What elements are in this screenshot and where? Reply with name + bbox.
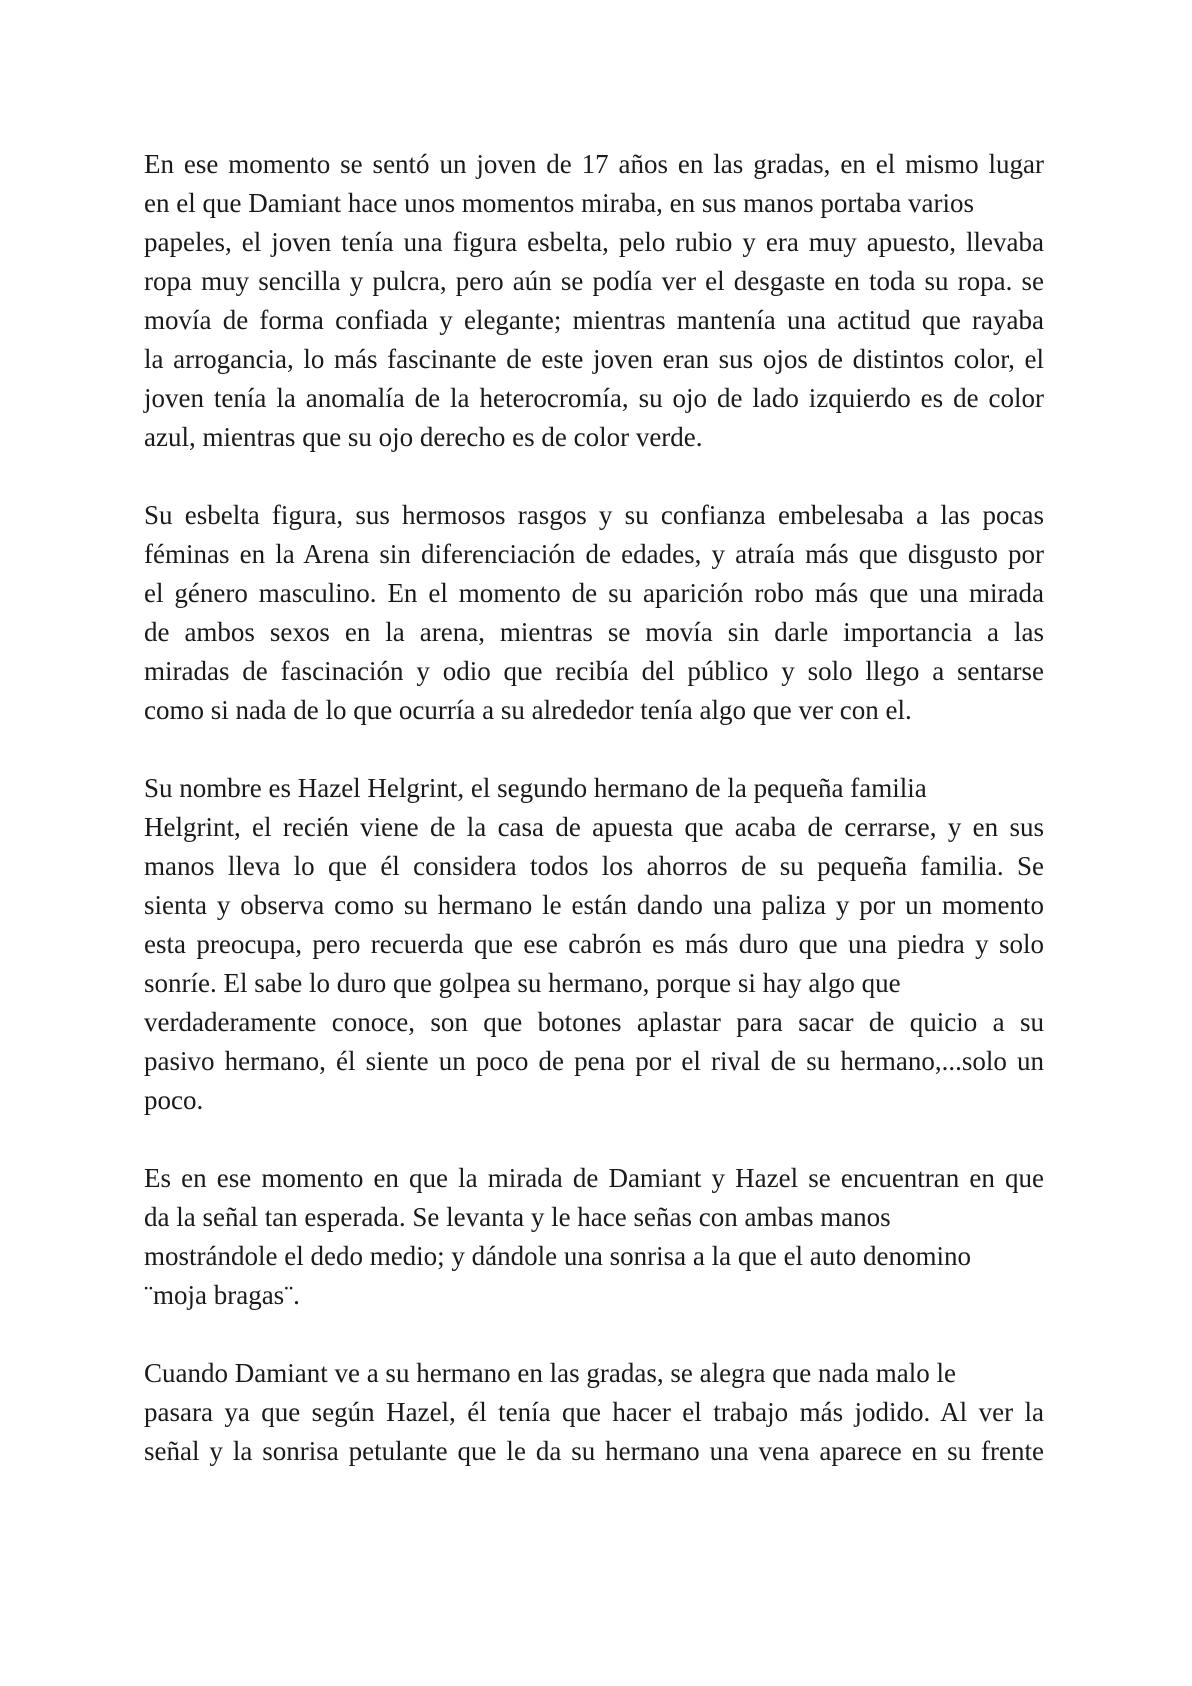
text-line: ¨moja bragas¨. — [144, 1280, 300, 1310]
text-line: movía de forma confiada y elegante; mientras mantenía una actitud que rayaba — [144, 305, 1044, 335]
text-line: verdaderamente conoce, son que botones aplastar para sacar de quicio a su — [144, 1007, 1044, 1037]
text-line: da la señal tan esperada. Se levanta y le hace señas con ambas manos — [144, 1202, 891, 1232]
text-line: papeles, el joven tenía una figura esbelta, pelo rubio y era muy apuesto, llevaba — [144, 227, 1044, 257]
paragraph — [144, 496, 1044, 730]
text-line: pasara ya que según Hazel, él tenía que hacer el trabajo más jodido. Al ver la — [144, 1397, 1044, 1427]
text-line: miradas de fascinación y odio que recibía del público y solo llego a sentarse — [144, 656, 1044, 686]
text-line: Cuando Damiant ve a su hermano en las gradas, se alegra que nada malo le — [144, 1358, 956, 1388]
paragraph — [144, 1159, 1044, 1315]
text-line: la arrogancia, lo más fascinante de este joven eran sus ojos de distintos color, el — [144, 344, 1044, 374]
paragraph — [144, 769, 1044, 1120]
text-line: mostrándole el dedo medio; y dándole una sonrisa a la que el auto denomino — [144, 1241, 972, 1271]
text-line: como si nada de lo que ocurría a su alrededor tenía algo que ver con el. — [144, 695, 912, 725]
paragraph — [144, 1354, 1044, 1471]
text-line: azul, mientras que su ojo derecho es de color verde. — [144, 422, 703, 452]
text-line: sienta y observa como su hermano le están dando una paliza y por un momento — [144, 890, 1044, 920]
text-line: féminas en la Arena sin diferenciación de edades, y atraía más que disgusto por — [144, 539, 1044, 569]
text-line: Helgrint, el recién viene de la casa de apuesta que acaba de cerrarse, y en sus — [144, 812, 1044, 842]
text-line: en el que Damiant hace unos momentos miraba, en sus manos portaba varios — [144, 188, 975, 218]
text-line: pasivo hermano, él siente un poco de pena por el rival de su hermano,...solo un — [144, 1046, 1044, 1076]
text-line: Es en ese momento en que la mirada de Damiant y Hazel se encuentran en que — [144, 1163, 1044, 1193]
paragraph — [144, 145, 1044, 457]
text-line: ropa muy sencilla y pulcra, pero aún se podía ver el desgaste en toda su ropa. se — [144, 266, 1044, 296]
text-line: Su esbelta figura, sus hermosos rasgos y su confianza embelesaba a las pocas — [144, 500, 1044, 530]
document-body — [144, 145, 1044, 1510]
text-line: Su nombre es Hazel Helgrint, el segundo hermano de la pequeña familia — [144, 773, 927, 803]
text-line: el género masculino. En el momento de su aparición robo más que una mirada — [144, 578, 1044, 608]
text-line: de ambos sexos en la arena, mientras se movía sin darle importancia a las — [144, 617, 1044, 647]
text-line: manos lleva lo que él considera todos los ahorros de su pequeña familia. Se — [144, 851, 1044, 881]
text-line: En ese momento se sentó un joven de 17 años en las gradas, en el mismo lugar — [144, 149, 1044, 179]
text-line: esta preocupa, pero recuerda que ese cabrón es más duro que una piedra y solo — [144, 929, 1044, 959]
text-line: señal y la sonrisa petulante que le da su hermano una vena aparece en su frente — [144, 1436, 1044, 1466]
text-line: joven tenía la anomalía de la heterocromía, su ojo de lado izquierdo es de color — [144, 383, 1044, 413]
text-line: sonríe. El sabe lo duro que golpea su hermano, porque si hay algo que — [144, 968, 901, 998]
text-line: poco. — [144, 1085, 204, 1115]
